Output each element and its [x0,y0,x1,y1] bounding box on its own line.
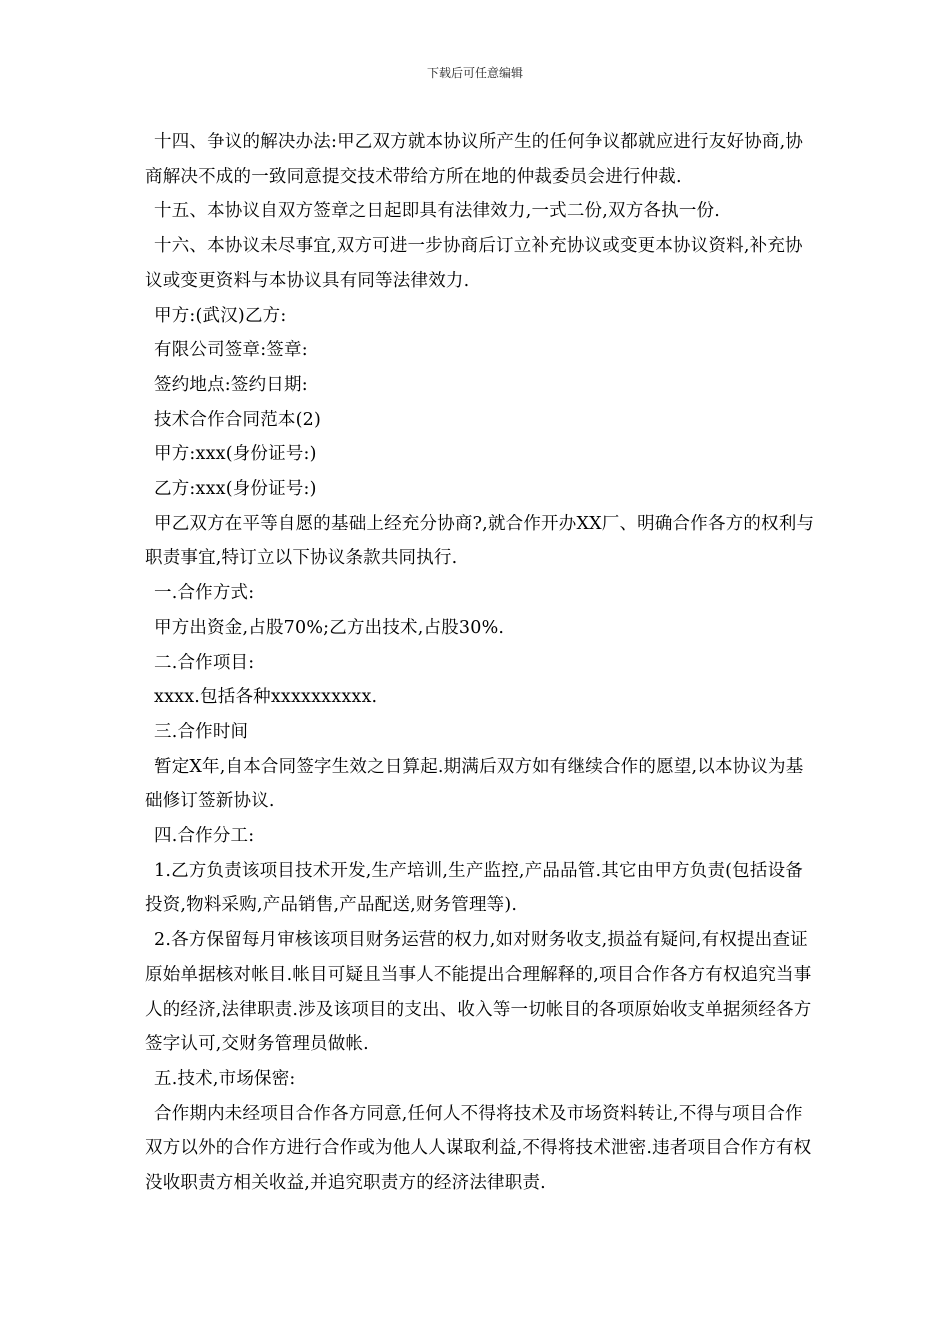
section-3-paragraph: 暂定X年,自本合同签字生效之日算起.期满后双方如有继续合作的愿望,以本协议为基础修订签新协议. [145,756,804,812]
section-4-item-1: 1.乙方负责该项目技术开发,生产培训,生产监控,产品品管.其它由甲方负责(包括设备投资,物料采购,产品销售,产品配送,财务管理等). [145,860,803,916]
page-header: 下载后可任意编辑 [426,66,523,80]
contract-title: 技术合作合同范本(2) [154,409,321,430]
section-3-heading: 三.合作时间 [154,721,249,742]
section-2-heading: 二.合作项目: [154,652,255,673]
section-4-item-2: 2.各方保留每月审核该项目财务运营的权力,如对财务收支,损益有疑问,有权提出查证原始单据核对帐目.帐目可疑且当事人不能提出合理解释的,项目合作各方有权追究当事人的经济,法律职责.涉及该项目的支出、收入等一切帐目的各项原始收支单据须经各方签字认可,交财务管理员做帐. [145,930,812,1055]
party-a-line: 甲方:xxx(身份证号:) [154,444,317,465]
clause-14-paragraph: 十四、争议的解决办法:甲乙双方就本协议所产生的任何争议都就应进行友好协商,协商解决不成的一致同意提交技术带给方所在地的仲裁委员会进行仲裁. [145,132,804,187]
clause-16-paragraph: 十六、本协议未尽事宜,双方可进一步协商后订立补充协议或变更本协议资料,补充协议或变更资料与本协议具有同等法律效力. [145,236,803,291]
signing-place-date-line: 签约地点:签约日期: [154,374,308,395]
section-5-paragraph: 合作期内未经项目合作各方同意,任何人不得将技术及市场资料转让,不得与项目合作双方以外的合作方进行合作或为他人人谋取利益,不得将技术泄密.违者项目合作方有权没收职责方相关收益,并追究职责方的经济法律职责. [145,1103,812,1194]
section-1-heading: 一.合作方式: [154,583,255,604]
section-4-heading: 四.合作分工: [154,826,255,847]
document-body [145,125,815,1201]
clause-15-paragraph: 十五、本协议自双方签章之日起即具有法律效力,一式二份,双方各执一份. [154,201,720,222]
section-5-heading: 五.技术,市场保密: [154,1068,296,1089]
signature-line: 有限公司签章:签章: [154,340,308,361]
section-2-paragraph: xxxx.包括各种xxxxxxxxxx. [154,687,378,708]
section-1-paragraph: 甲方出资金,占股70%;乙方出技术,占股30%. [154,617,505,638]
party-b-line: 乙方:xxx(身份证号:) [154,479,317,500]
preamble-paragraph: 甲乙双方在平等自愿的基础上经充分协商?,就合作开办XX厂、明确合作各方的权利与职责事宜,特订立以下协议条款共同执行. [145,513,815,569]
party-a-b-line: 甲方:(武汉)乙方: [154,305,287,326]
